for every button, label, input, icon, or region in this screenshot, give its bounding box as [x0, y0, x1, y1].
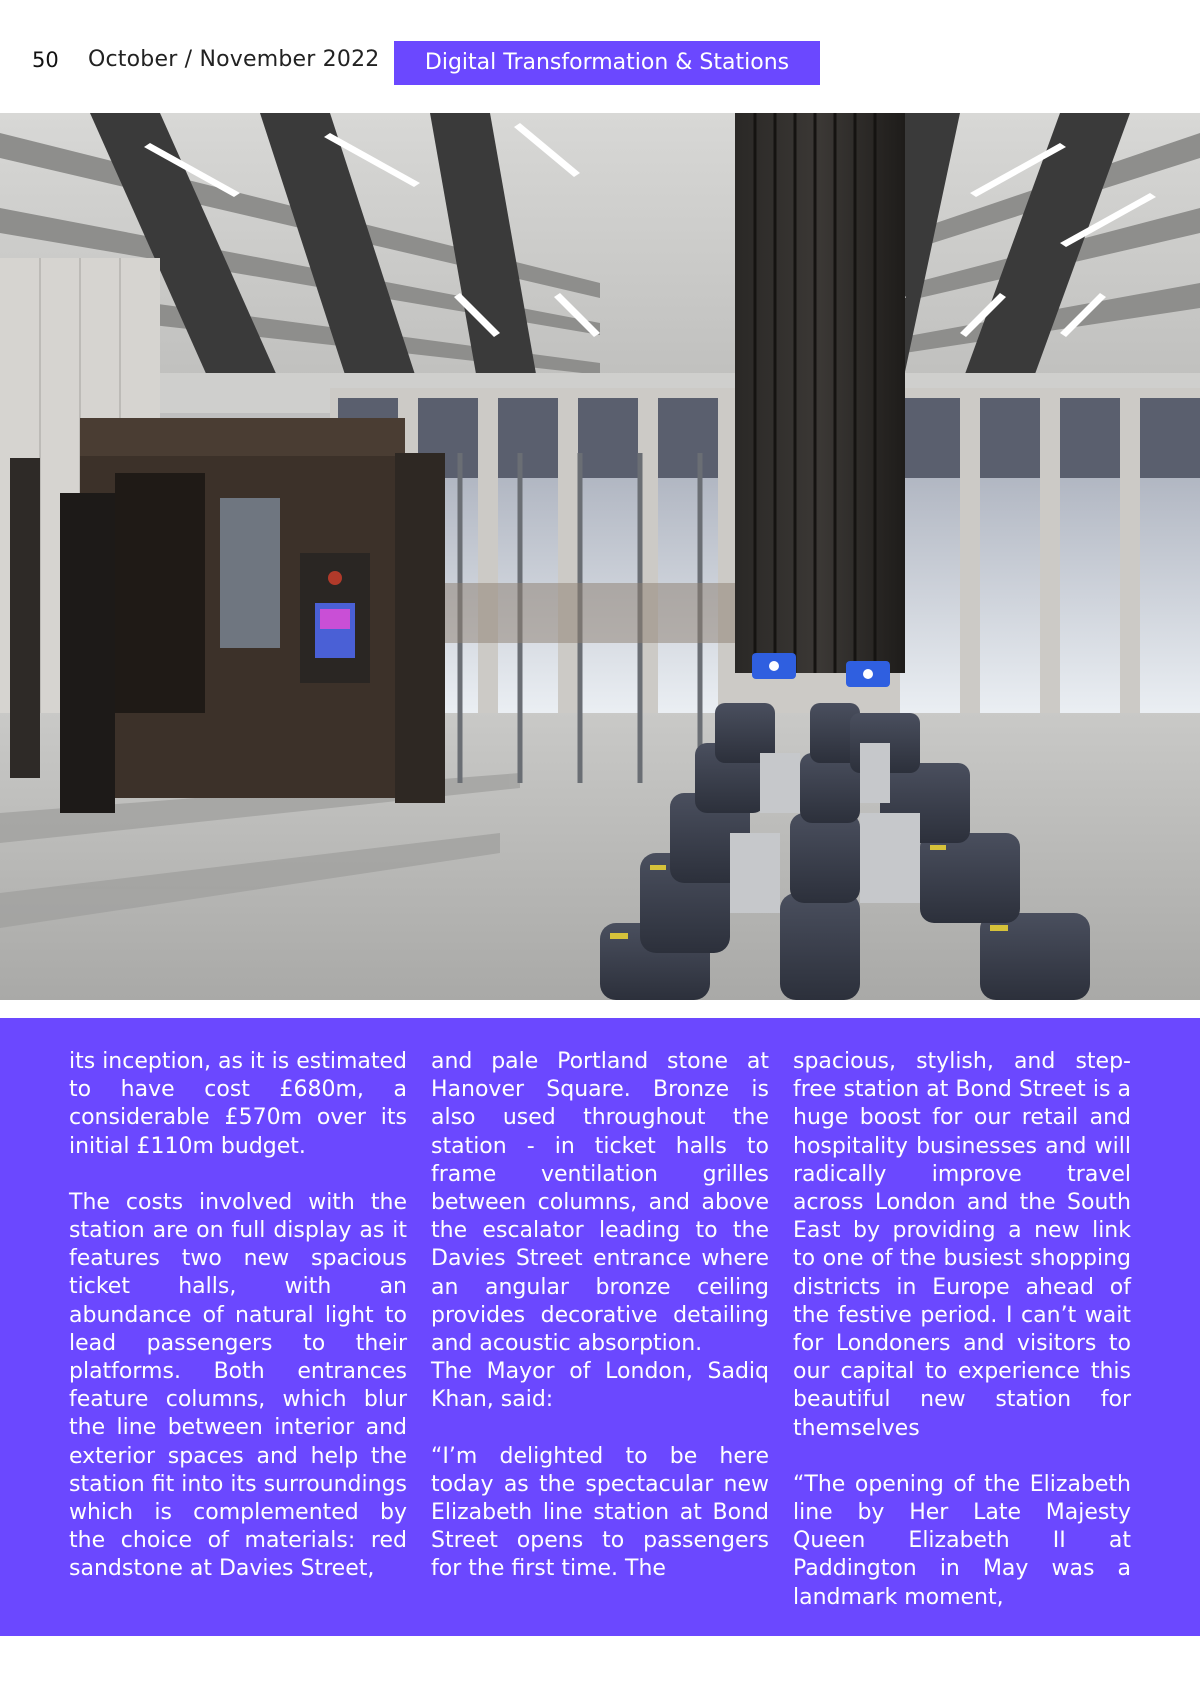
issue-date: October / November 2022 — [88, 47, 380, 72]
article-column-1 — [69, 1048, 407, 1584]
column-3-paragraph-2: “The opening of the Elizabeth line by Her Late Majesty Queen Elizabeth II at Paddington in May was a landmark moment, — [793, 1471, 1131, 1610]
column-2-paragraph-3: “I’m delighted to be here today as the spectacular new Elizabeth line station at Bond Street opens to passengers for the first time. The — [431, 1443, 769, 1582]
column-1-paragraph-1: its inception, as it is estimated to have cost £680m, a considerable £570m over its initial £110m budget. — [69, 1049, 407, 1159]
column-1-paragraph-2: The costs involved with the station are on full display as it features two new spacious ticket halls, with an abundance of natural light to lead passengers to their platforms. Both entrances feature columns, which blur the line between interior and exterior spaces and help the station fit into its surroundings which is complemented by the choice of materials: red sandstone at Davies Street, — [69, 1189, 407, 1582]
column-2-paragraph-1: and pale Portland stone at Hanover Square. Bronze is also used throughout the station - in ticket halls to frame ventilation grilles between columns, and above the escalator leading to the Davies Street entrance where an angular bronze ceiling provides decorative detailing and acoustic absorption. — [431, 1049, 769, 1357]
article-column-2 — [431, 1048, 769, 1584]
column-3-paragraph-1: spacious, stylish, and step-free station at Bond Street is a huge boost for our retail and hospitality businesses and will radically improve travel across London and the South East by providing a new link to one of the busiest shopping districts in Europe ahead of the festive period. I can’t wait for Londoners and visitors to our capital to experience this beautiful new station for themselves — [793, 1049, 1131, 1441]
article-column-3 — [793, 1048, 1131, 1612]
column-2-paragraph-2: The Mayor of London, Sadiq Khan, said: — [431, 1359, 769, 1413]
section-tag: Digital Transformation & Stations — [394, 41, 820, 85]
page-number: 50 — [32, 48, 59, 72]
station-ticket-hall-photo — [0, 113, 1200, 1000]
